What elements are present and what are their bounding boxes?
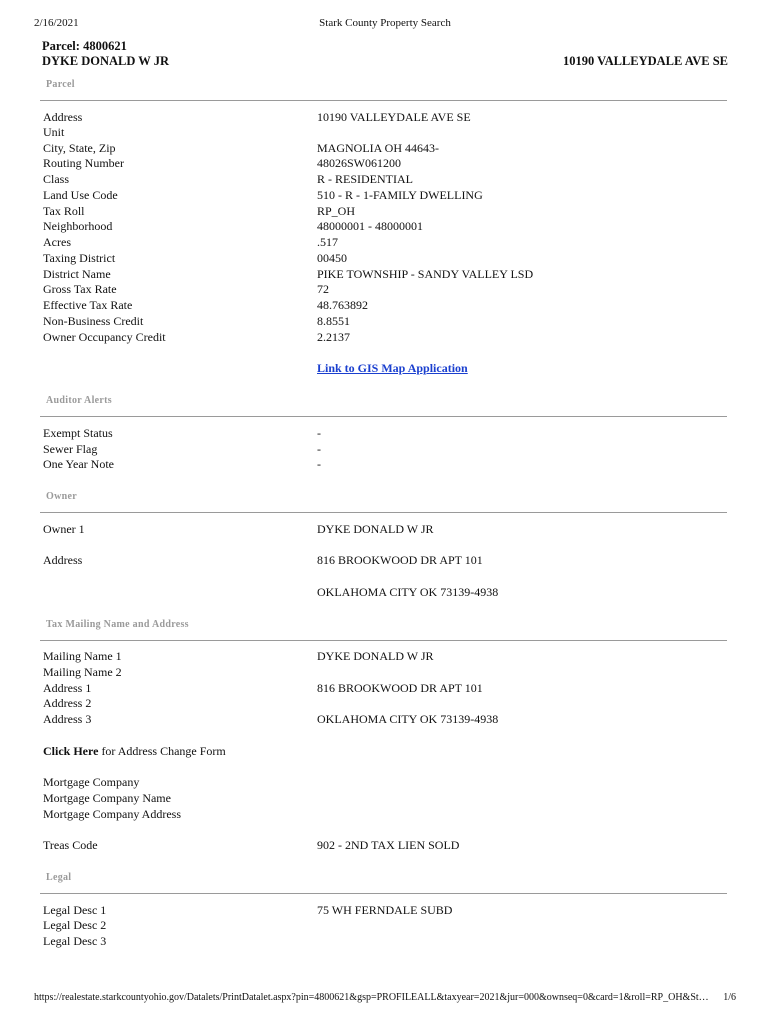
owner-name: DYKE DONALD W JR	[42, 54, 169, 68]
field-value: 00450	[317, 251, 347, 265]
field-label: Sewer Flag	[43, 442, 98, 456]
field-label: Non-Business Credit	[43, 314, 144, 328]
field-label: Neighborhood	[43, 219, 113, 233]
field-value: R - RESIDENTIAL	[317, 172, 413, 186]
field-label: Acres	[43, 235, 71, 249]
section-title-legal: Legal	[46, 872, 72, 883]
page-number: 1/6	[723, 992, 736, 1003]
section-title-owner: Owner	[46, 491, 77, 502]
section-divider	[40, 893, 727, 894]
address-change-line	[43, 744, 226, 759]
field-value: 75 WH FERNDALE SUBD	[317, 903, 453, 917]
section-title-parcel: Parcel	[46, 79, 75, 90]
field-label: Address 2	[43, 696, 92, 710]
field-value: 48026SW061200	[317, 156, 401, 170]
field-value: 72	[317, 282, 329, 296]
field-label: Routing Number	[43, 156, 124, 170]
section-divider	[40, 416, 727, 417]
field-value: DYKE DONALD W JR	[317, 522, 434, 536]
field-value: 816 BROOKWOOD DR APT 101	[317, 681, 483, 695]
field-label: Mortgage Company	[43, 775, 140, 789]
field-value: 2.2137	[317, 330, 350, 344]
section-divider	[40, 512, 727, 513]
footer-url: https://realestate.starkcountyohio.gov/Datalets/PrintDatalet.aspx?pin=4800621&gsp=PROFILEALL&taxyear=2021&jur=000&ownseq=0&card=1&roll=RP_OH&St…	[34, 992, 709, 1003]
section-divider	[40, 640, 727, 641]
field-label: Mailing Name 1	[43, 649, 122, 663]
field-value: 902 - 2ND TAX LIEN SOLD	[317, 838, 460, 852]
field-label: Class	[43, 172, 70, 186]
field-label: Treas Code	[43, 838, 98, 852]
address-change-text: for Address Change Form	[98, 744, 226, 758]
click-here-link[interactable]: Click Here	[43, 744, 99, 758]
field-value: -	[317, 426, 321, 440]
field-value: PIKE TOWNSHIP - SANDY VALLEY LSD	[317, 267, 534, 281]
field-value: RP_OH	[317, 204, 356, 218]
field-label: Mailing Name 2	[43, 665, 122, 679]
field-label: Owner 1	[43, 522, 85, 536]
field-value: 816 BROOKWOOD DR APT 101	[317, 553, 483, 567]
print-date: 2/16/2021	[34, 17, 79, 29]
field-label: Exempt Status	[43, 426, 113, 440]
field-label: Gross Tax Rate	[43, 282, 117, 296]
field-label: Address	[43, 110, 83, 124]
parcel-number: Parcel: 4800621	[42, 39, 127, 53]
field-value: 8.8551	[317, 314, 350, 328]
field-label: Legal Desc 1	[43, 903, 107, 917]
field-value: 510 - R - 1-FAMILY DWELLING	[317, 188, 483, 202]
field-value: OKLAHOMA CITY OK 73139-4938	[317, 585, 499, 599]
field-value: 10190 VALLEYDALE AVE SE	[317, 110, 471, 124]
field-label: District Name	[43, 267, 111, 281]
section-title-auditor-alerts: Auditor Alerts	[46, 395, 112, 406]
field-label: One Year Note	[43, 457, 114, 471]
field-label: Effective Tax Rate	[43, 298, 133, 312]
field-label: Address 1	[43, 681, 92, 695]
field-value: OKLAHOMA CITY OK 73139-4938	[317, 712, 499, 726]
field-value: 48.763892	[317, 298, 368, 312]
field-label: Legal Desc 2	[43, 918, 107, 932]
field-label: Mortgage Company Address	[43, 807, 181, 821]
property-address: 10190 VALLEYDALE AVE SE	[563, 54, 728, 68]
field-label: Tax Roll	[43, 204, 85, 218]
section-divider	[40, 100, 727, 101]
field-value: -	[317, 442, 321, 456]
field-label: Address	[43, 553, 83, 567]
field-label: Taxing District	[43, 251, 116, 265]
field-label: Legal Desc 3	[43, 934, 107, 948]
field-value: 48000001 - 48000001	[317, 219, 423, 233]
field-value: .517	[317, 235, 338, 249]
field-value: DYKE DONALD W JR	[317, 649, 434, 663]
field-label: City, State, Zip	[43, 141, 116, 155]
document-title: Stark County Property Search	[319, 17, 451, 29]
field-value: -	[317, 457, 321, 471]
field-label: Owner Occupancy Credit	[43, 330, 166, 344]
field-value: MAGNOLIA OH 44643-	[317, 141, 439, 155]
gis-map-link[interactable]: Link to GIS Map Application	[317, 361, 468, 375]
field-label: Land Use Code	[43, 188, 118, 202]
field-label: Address 3	[43, 712, 92, 726]
section-title-tax-mailing: Tax Mailing Name and Address	[46, 619, 189, 630]
field-label: Unit	[43, 125, 65, 139]
field-label: Mortgage Company Name	[43, 791, 171, 805]
